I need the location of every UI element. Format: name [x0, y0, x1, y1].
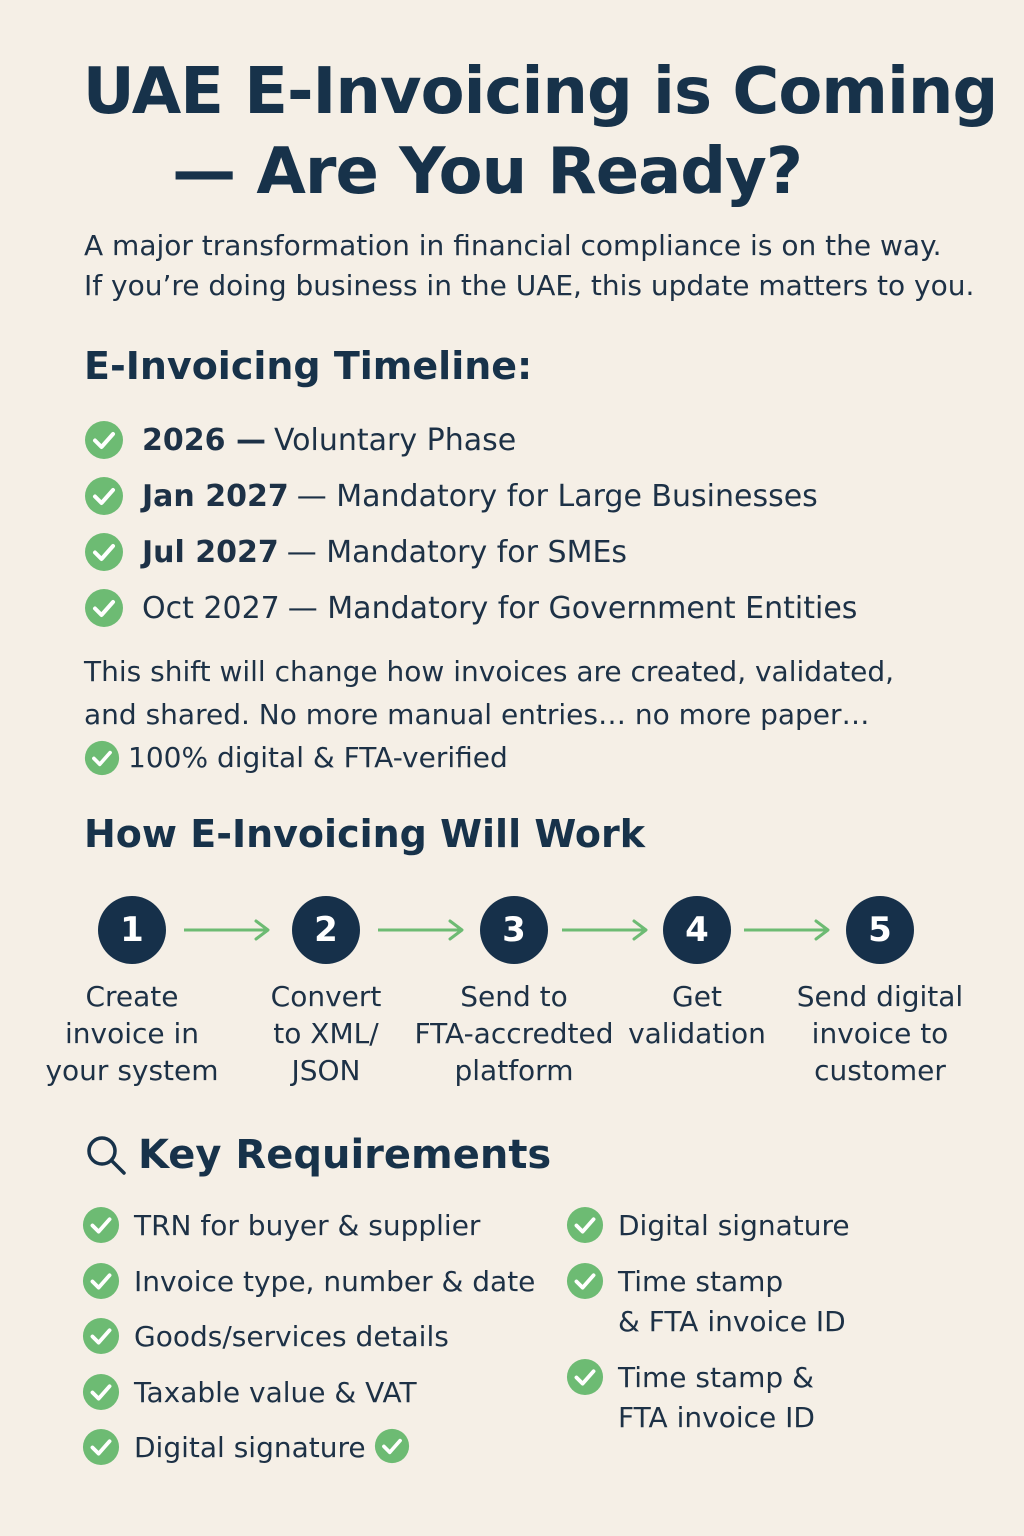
timeline-list: [84, 412, 984, 636]
check-circle-icon: [84, 740, 120, 776]
timeline-date: 2026 —: [142, 422, 266, 458]
check-circle-icon: [82, 1317, 120, 1355]
step-label: [236, 978, 416, 1089]
check-circle-icon: [566, 1262, 604, 1300]
timeline-text: — Mandatory for SMEs: [286, 534, 628, 570]
check-circle-icon: [374, 1428, 410, 1464]
requirement-item: [82, 1262, 562, 1318]
requirements-right-list: [566, 1206, 986, 1454]
requirement-item: [82, 1206, 562, 1262]
process-steps: [0, 896, 1024, 1106]
requirement-text: Taxable value & VAT: [134, 1375, 417, 1409]
check-circle-icon: [84, 420, 124, 460]
requirement-item: [82, 1317, 562, 1373]
page-title: [0, 52, 1024, 212]
timeline-text: — Mandatory for Government Entities: [287, 590, 858, 626]
check-circle-icon: [82, 1373, 120, 1411]
requirement-item: [82, 1373, 562, 1429]
requirement-text: [618, 1206, 850, 1246]
requirement-line: & FTA invoice ID: [618, 1305, 846, 1338]
timeline-date: Jul 2027: [142, 534, 279, 570]
shift-line-2: and shared. No more manual entries… no more paper…: [84, 698, 870, 731]
check-circle-icon: [84, 588, 124, 628]
step-label-line: FTA-accredted: [414, 1017, 614, 1050]
title-line-2: — Are You Ready?: [172, 135, 802, 209]
requirement-line: FTA invoice ID: [618, 1401, 815, 1434]
step-label-line: invoice to: [811, 1017, 949, 1050]
timeline-item: [84, 412, 984, 468]
step-label: [404, 978, 624, 1089]
requirements-heading-text: Key Requirements: [138, 1132, 552, 1178]
title-line-1: UAE E-Invoicing is Coming: [82, 55, 998, 129]
timeline-date: Jan 2027: [142, 478, 289, 514]
check-circle-icon: [566, 1358, 604, 1396]
step-label-line: invoice in: [64, 1017, 200, 1050]
step-number: 3: [480, 896, 548, 964]
step-label-line: validation: [628, 1017, 766, 1050]
step-label-line: Convert: [270, 980, 382, 1013]
step-label-line: your system: [45, 1054, 219, 1087]
search-icon: [84, 1133, 128, 1177]
shift-paragraph: [84, 650, 984, 779]
intro-line-1: A major transformation in financial compliance is on the way.: [84, 229, 942, 262]
check-circle-icon: [84, 476, 124, 516]
step-label: [42, 978, 222, 1089]
verified-text: 100% digital & FTA-verified: [128, 741, 508, 774]
check-circle-icon: [82, 1428, 120, 1466]
step-label-line: Create: [85, 980, 179, 1013]
timeline-date: Oct 2027: [142, 590, 280, 626]
requirement-item: [566, 1358, 986, 1454]
step-number: 5: [846, 896, 914, 964]
requirement-text: Digital signature: [134, 1431, 366, 1464]
shift-line-1: This shift will change how invoices are created, validated,: [84, 655, 895, 688]
intro-text: [84, 226, 984, 306]
timeline-heading: E-Invoicing Timeline:: [84, 344, 533, 388]
step-number: 4: [663, 896, 731, 964]
timeline-text: Voluntary Phase: [273, 422, 517, 458]
step-label-line: JSON: [291, 1054, 361, 1087]
step-number: 2: [292, 896, 360, 964]
step-label-line: Send to: [460, 980, 568, 1013]
requirement-line: Time stamp: [618, 1265, 784, 1298]
requirement-text: Invoice type, number & date: [134, 1264, 536, 1298]
requirement-line: Digital signature: [618, 1209, 850, 1242]
check-circle-icon: [82, 1262, 120, 1300]
timeline-item: [84, 580, 984, 636]
check-circle-icon: [82, 1206, 120, 1244]
step-label-line: Send digital: [796, 980, 964, 1013]
step-label-line: Get: [672, 980, 722, 1013]
step-5: [776, 896, 984, 1089]
step-label: [607, 978, 787, 1052]
intro-line-2: If you’re doing business in the UAE, this update matters to you.: [84, 269, 975, 302]
step-label-line: customer: [814, 1054, 946, 1087]
requirement-text: Goods/services details: [134, 1320, 449, 1353]
timeline-text: — Mandatory for Large Businesses: [296, 478, 818, 514]
how-heading: How E-Invoicing Will Work: [84, 812, 646, 856]
requirement-text: [618, 1262, 846, 1342]
check-circle-icon: [566, 1206, 604, 1244]
requirement-line: Time stamp &: [618, 1361, 814, 1394]
timeline-item: [84, 468, 984, 524]
verified-line: [84, 736, 984, 779]
requirement-text: TRN for buyer & supplier: [134, 1209, 481, 1242]
timeline-item: [84, 524, 984, 580]
requirement-item: [82, 1428, 562, 1484]
requirement-item: [566, 1262, 986, 1358]
step-label-line: to XML/: [273, 1017, 379, 1050]
requirement-item: [566, 1206, 986, 1262]
step-number: 1: [98, 896, 166, 964]
requirements-left-list: [82, 1206, 562, 1484]
step-label: [776, 978, 984, 1089]
requirements-heading: [84, 1132, 551, 1178]
step-label-line: platform: [454, 1054, 574, 1087]
requirement-text: [618, 1358, 815, 1438]
check-circle-icon: [84, 532, 124, 572]
